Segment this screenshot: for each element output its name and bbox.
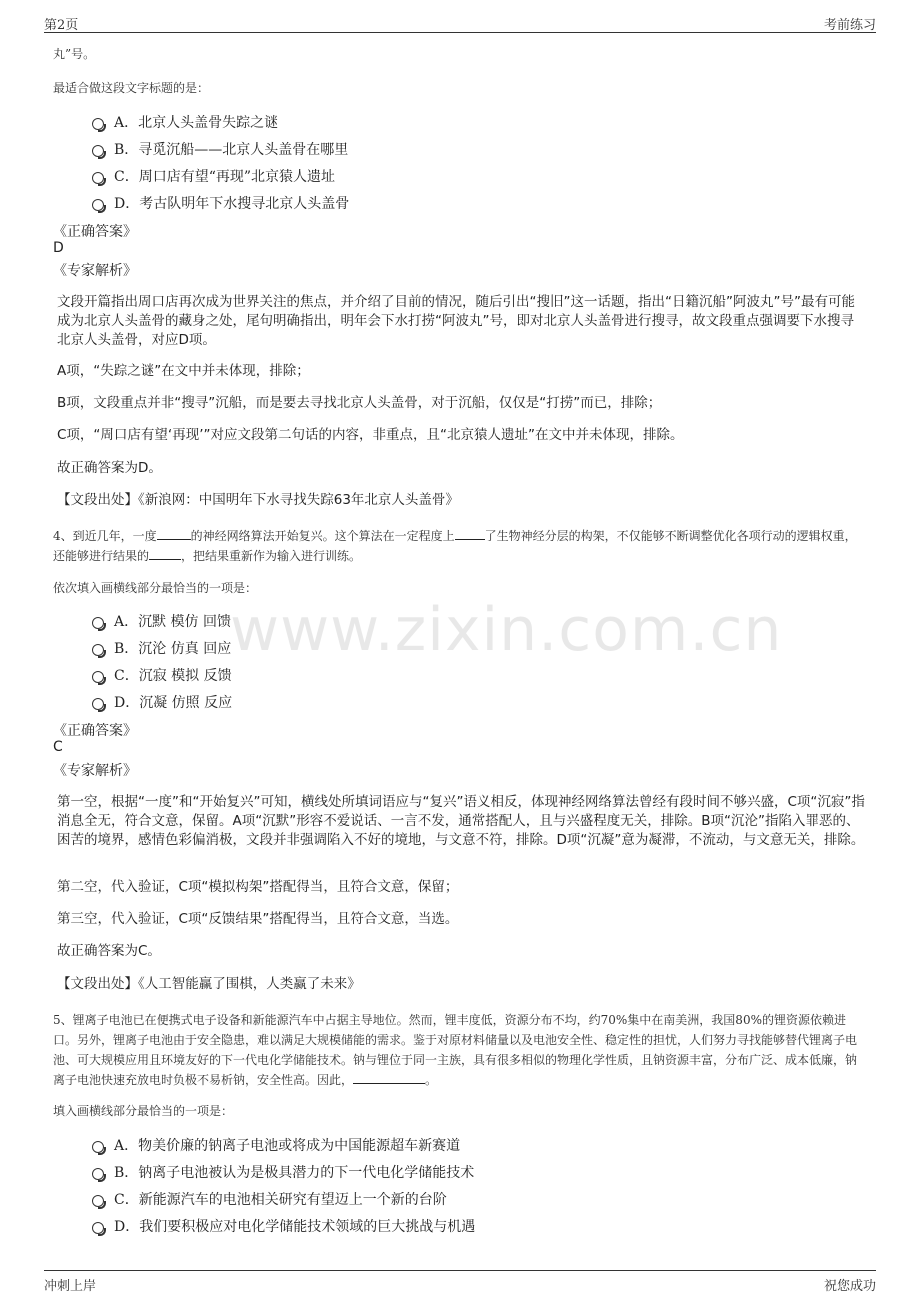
- radio-icon[interactable]: [92, 1168, 104, 1180]
- blank-line: [353, 1071, 425, 1084]
- q4-option-a[interactable]: [92, 611, 231, 631]
- q3-stem-tail: 丸”号。: [53, 47, 96, 61]
- option-label: A．北京人头盖骨失踪之谜: [114, 115, 279, 131]
- q4-option-b[interactable]: [92, 638, 231, 658]
- page-header: [44, 10, 876, 33]
- option-label: D．考古队明年下水搜寻北京人头盖骨: [114, 196, 350, 212]
- q5-option-c[interactable]: [92, 1189, 447, 1209]
- radio-icon[interactable]: [92, 671, 104, 683]
- radio-icon[interactable]: [92, 698, 104, 710]
- q3-prompt: 最适合做这段文字标题的是：: [53, 81, 210, 95]
- option-label: D．沉凝 仿照 反应: [114, 695, 233, 711]
- q4-stem-part: ，把结果重新作为输入进行训练。: [181, 549, 362, 563]
- option-label: C．新能源汽车的电池相关研究有望迈上一个新的台阶: [114, 1192, 447, 1208]
- option-label: B．沉沦 仿真 回应: [114, 641, 232, 657]
- q4-prompt: 依次填入画横线部分最恰当的一项是：: [53, 581, 258, 595]
- blank-line: [149, 547, 181, 560]
- option-label: A．物美价廉的钠离子电池或将成为中国能源超车新赛道: [114, 1138, 461, 1154]
- q5-option-d[interactable]: [92, 1216, 475, 1236]
- q3-option-a[interactable]: [92, 112, 278, 132]
- option-label: B．钠离子电池被认为是极具潜力的下一代电化学储能技术: [114, 1165, 475, 1181]
- q4-answer: C: [53, 739, 63, 755]
- q5-stem: [53, 1010, 865, 1090]
- q4-analysis-para: 第二空，代入验证，C项“模拟构架”搭配得当，且符合文意，保留；: [57, 879, 459, 895]
- radio-icon[interactable]: [92, 199, 104, 211]
- radio-icon[interactable]: [92, 617, 104, 629]
- q4-option-c[interactable]: [92, 665, 232, 685]
- q4-stem-part: 了生物神经分层的构架，不仅能够不断调整优化各项行动的逻辑权重，还能够进行结果的: [53, 529, 857, 563]
- page-footer: [44, 1270, 876, 1295]
- q3-analysis-para: C项，“周口店有望‘再现’”对应文段第二句话的内容，非重点，且“北京猿人遗址”在文中并未体现，排除。: [57, 427, 684, 443]
- q4-analysis-para: 第一空，根据“一度”和“开始复兴”可知，横线处所填词语应与“复兴”语义相反，体现神经网络算法曾经有段时间不够兴盛，C项“沉寂”指消息全无，符合文意，保留。A项“沉默”形容不爱说话、一言不发，通常搭配人，且与兴盛程度无关，排除。B项“沉沦”指陷入罪恶的、困苦的境界，感情色彩偏消极，文段并非强调陷入不好的境地，与文意不符，排除。D项“沉凝”意为凝滞，不流动，与文意无关，排除。: [57, 794, 865, 848]
- q3-option-c[interactable]: [92, 166, 335, 186]
- q3-conclusion: 故正确答案为D。: [57, 460, 162, 476]
- q4-stem: [53, 526, 865, 566]
- q5-option-a[interactable]: [92, 1135, 460, 1155]
- q5-option-b[interactable]: [92, 1162, 474, 1182]
- q3-analysis-para: A项，“失踪之谜”在文中并未体现，排除；: [57, 363, 310, 379]
- option-label: D．我们要积极应对电化学储能技术领域的巨大挑战与机遇: [114, 1219, 476, 1235]
- q3-analysis-para: 文段开篇指出周口店再次成为世界关注的焦点，并介绍了目前的情况，随后引出“搜旧”这一话题，指出“日籍沉船”阿波丸”号”最有可能成为北京人头盖骨的藏身之处，尾句明确指出，明年会下水打捞“阿波丸”号，即对北京人头盖骨进行搜寻，故文段重点强调要下水搜寻北京人头盖骨，对应D项。: [57, 294, 855, 348]
- q5-prompt: 填入画横线部分最恰当的一项是：: [53, 1104, 234, 1118]
- q3-answer-label: 《正确答案》: [53, 224, 137, 240]
- q4-analysis-para: 第三空，代入验证，C项“反馈结果”搭配得当，且符合文意，当选。: [57, 911, 459, 927]
- radio-icon[interactable]: [92, 1222, 104, 1234]
- q4-answer-label: 《正确答案》: [53, 723, 137, 739]
- option-label: C．沉寂 模拟 反馈: [114, 668, 232, 684]
- radio-icon[interactable]: [92, 118, 104, 130]
- page-number: 第2页: [44, 18, 79, 33]
- footer-right: 祝您成功: [823, 1279, 876, 1294]
- q3-option-b[interactable]: [92, 139, 348, 159]
- q5-stem-text: 5、锂离子电池已在便携式电子设备和新能源汽车中占据主导地位。然而，锂丰度低，资源分布不均，约70%集中在南美洲，我国80%的锂资源依赖进口。另外，锂离子电池由于安全隐患，难以满足大规模储能的需求。鉴于对原材料储量以及电池安全性、稳定性的担忧，人们努力寻找能够替代锂离子电池、可大规模应用且环境友好的下一代电化学储能技术。钠与锂位于同一主族，具有很多相似的物理化学性质，且钠资源丰富，分布广泛、成本低廉，钠离子电池快速充放电时负极不易析钠，安全性高。因此，: [53, 1013, 858, 1087]
- q3-answer: D: [53, 240, 64, 256]
- q4-analysis-label: 《专家解析》: [53, 763, 137, 779]
- header-title: 考前练习: [823, 18, 876, 33]
- q5-stem-end: 。: [425, 1073, 438, 1087]
- q4-conclusion: 故正确答案为C。: [57, 943, 161, 959]
- radio-icon[interactable]: [92, 644, 104, 656]
- q3-analysis-label: 《专家解析》: [53, 263, 137, 279]
- q4-stem-part: 4、到近几年，一度: [53, 529, 157, 543]
- blank-line: [455, 527, 485, 540]
- option-label: C．周口店有望“再现”北京猿人遗址: [114, 169, 336, 185]
- radio-icon[interactable]: [92, 1195, 104, 1207]
- q3-analysis-para: B项，文段重点并非“搜寻”沉船，而是要去寻找北京人头盖骨，对于沉船，仅仅是“打捞”而已，排除；: [57, 395, 662, 411]
- q3-option-d[interactable]: [92, 193, 349, 213]
- blank-line: [157, 527, 191, 540]
- footer-left: 冲刺上岸: [44, 1279, 97, 1294]
- q4-option-d[interactable]: [92, 692, 232, 712]
- watermark: www.zixin.com.cn: [230, 595, 783, 665]
- radio-icon[interactable]: [92, 172, 104, 184]
- q3-source: 【文段出处】《新浪网：中国明年下水寻找失踪63年北京人头盖骨》: [57, 492, 459, 508]
- option-label: A．沉默 模仿 回馈: [114, 614, 232, 630]
- radio-icon[interactable]: [92, 145, 104, 157]
- radio-icon[interactable]: [92, 1141, 104, 1153]
- q4-stem-part: 的神经网络算法开始复兴。这个算法在一定程度上: [190, 529, 455, 543]
- option-label: B．寻觅沉船——北京人头盖骨在哪里: [114, 142, 349, 158]
- q4-source: 【文段出处】《人工智能赢了围棋，人类赢了未来》: [57, 976, 361, 992]
